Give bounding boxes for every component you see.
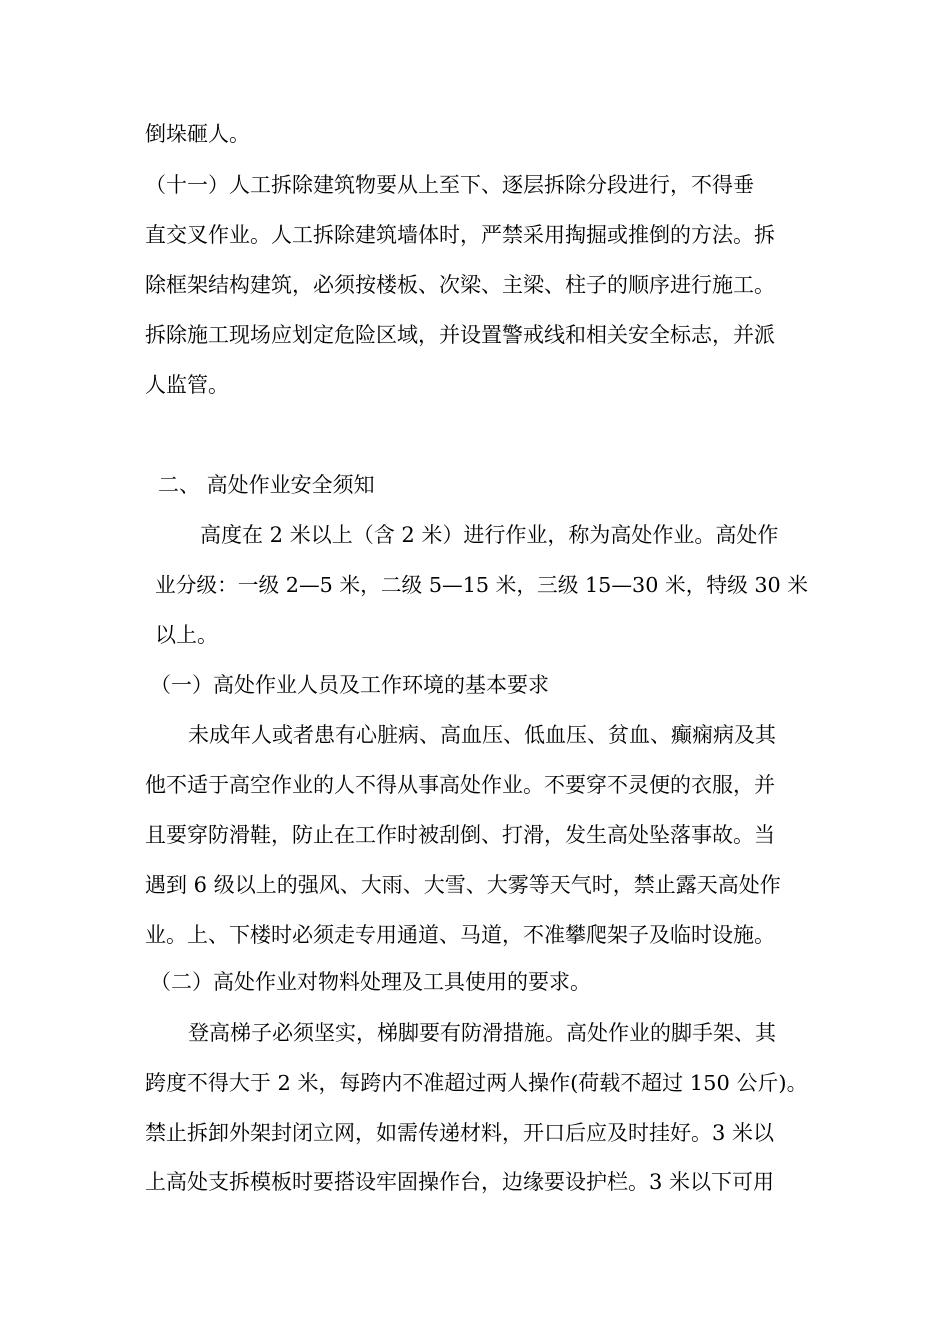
text-line: 拆除施工现场应划定危险区域，并设置警戒线和相关安全标志，并派 (145, 323, 775, 347)
subsection-heading: （二）高处作业对物料处理及工具使用的要求。 (150, 970, 591, 994)
text-line: 他不适于高空作业的人不得从事高处作业。不要穿不灵便的衣服，并 (145, 773, 775, 797)
text-line: 直交叉作业。人工拆除建筑墙体时，严禁采用掏掘或推倒的方法。拆 (145, 223, 775, 247)
text-line: 人监管。 (145, 373, 229, 397)
text-line: 业分级：一级 2—5 米，二级 5—15 米，三级 15—30 米，特级 30 米 (155, 573, 809, 597)
text-line: 遇到 6 级以上的强风、大雨、大雪、大雾等天气时，禁止露天高处作 (145, 873, 781, 897)
section-heading: （十一）人工拆除建筑物要从上至下、逐层拆除分段进行，不得垂 (145, 173, 754, 197)
section-title: 二、 高处作业安全须知 (158, 473, 375, 497)
text-line: 且要穿防滑鞋，防止在工作时被刮倒、打滑，发生高处坠落事故。当 (145, 823, 775, 847)
text-line: 倒垛砸人。 (145, 122, 250, 146)
text-line: 登高梯子必须坚实，梯脚要有防滑措施。高处作业的脚手架、其 (188, 1021, 776, 1045)
text-line: 未成年人或者患有心脏病、高血压、低血压、贫血、癫痫病及其 (188, 723, 776, 747)
subsection-heading: （一）高处作业人员及工作环境的基本要求 (150, 673, 549, 697)
text-line: 除框架结构建筑，必须按楼板、次梁、主梁、柱子的顺序进行施工。 (145, 273, 775, 297)
text-line: 高度在 2 米以上（含 2 米）进行作业，称为高处作业。高处作 (200, 523, 779, 547)
text-line: 跨度不得大于 2 米，每跨内不准超过两人操作(荷载不超过 150 公斤)。 (145, 1071, 808, 1095)
text-line: 业。上、下楼时必须走专用通道、马道，不准攀爬架子及临时设施。 (145, 923, 775, 947)
text-line: 上高处支拆模板时要搭设牢固操作台，边缘要设护栏。3 米以下可用 (145, 1170, 775, 1194)
text-line: 以上。 (155, 623, 218, 647)
text-line: 禁止拆卸外架封闭立网，如需传递材料，开口后应及时挂好。3 米以 (145, 1121, 775, 1145)
